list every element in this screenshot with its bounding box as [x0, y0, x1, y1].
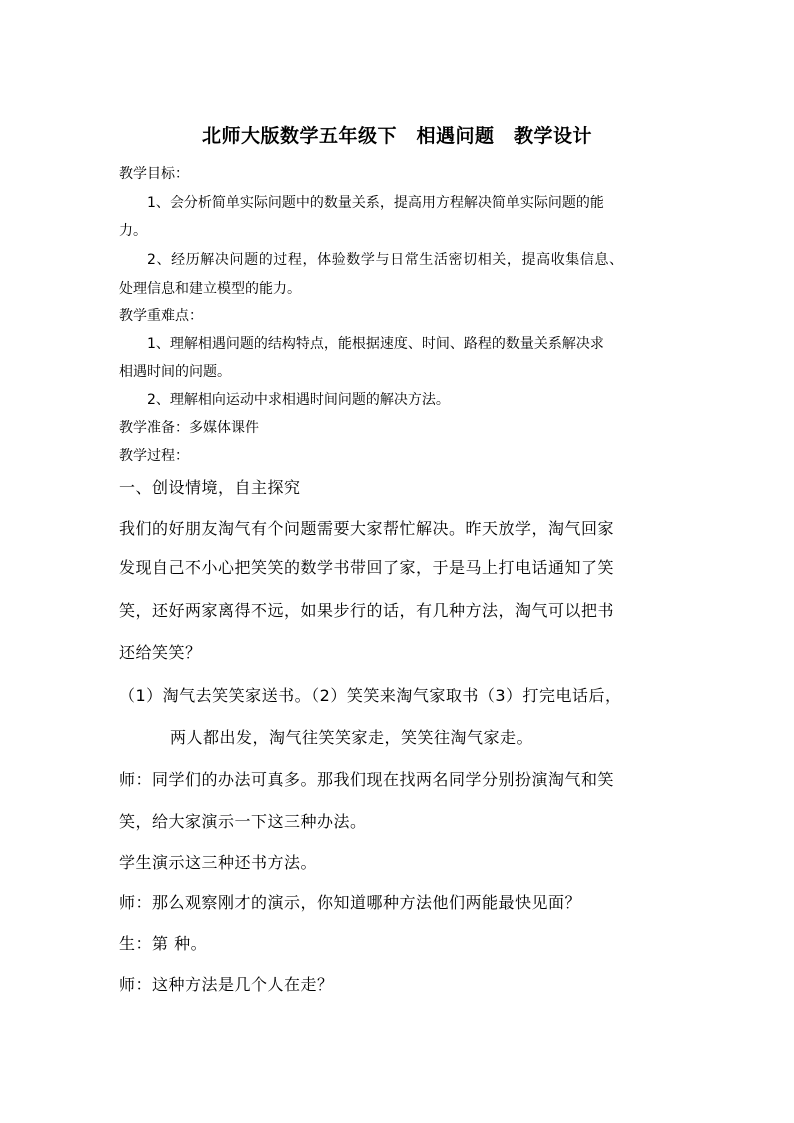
objective-2-line-1: 2、经历解决问题的过程，体验数学与日常生活密切相关，提高收集信息、	[147, 252, 624, 268]
paragraph-1-line-2: 发现自己不小心把笑笑的数学书带回了家，于是马上打电话通知了笑	[119, 558, 615, 577]
objective-2-line-2: 处理信息和建立模型的能力。	[119, 281, 301, 297]
key-points-heading: 教学重难点：	[119, 308, 203, 324]
paragraph-1-line-4: 还给笑笑？	[119, 643, 202, 662]
paragraph-1-line-3: 笑，还好两家离得不远，如果步行的话，有几种方法，淘气可以把书	[119, 601, 615, 620]
objective-1-line-2: 力。	[119, 223, 147, 239]
objectives-heading: 教学目标：	[119, 166, 189, 182]
key-point-1-line-1: 1、理解相遇问题的结构特点，能根据速度、时间、路程的数量关系解决求	[147, 336, 604, 352]
key-point-2: 2、理解相向运动中求相遇时间问题的解决方法。	[147, 392, 450, 408]
teacher-line-1a: 师：同学们的办法可真多。那我们现在找两名同学分别扮演淘气和笑	[119, 770, 615, 789]
teacher-line-2: 师：那么观察刚才的演示，你知道哪种方法他们两能最快见面？	[119, 893, 582, 912]
process-heading: 教学过程：	[119, 448, 189, 464]
options-line-2: 两人都出发，淘气往笑笑家走，笑笑往淘气家走。	[170, 728, 534, 747]
options-line-1: （1）淘气去笑笑家送书。（2）笑笑来淘气家取书（3）打完电话后，	[119, 686, 622, 705]
student-answer-line: 生：第 种。	[119, 934, 208, 953]
objective-1-line-1: 1、会分析简单实际问题中的数量关系，提高用方程解决简单实际问题的能	[147, 195, 604, 211]
paragraph-1-line-1: 我们的好朋友淘气有个问题需要大家帮忙解决。昨天放学，淘气回家	[119, 519, 615, 538]
students-demo-line: 学生演示这三种还书方法。	[119, 853, 318, 872]
teacher-line-3: 师：这种方法是几个人在走？	[119, 975, 334, 994]
key-point-1-line-2: 相遇时间的问题。	[119, 364, 231, 380]
teacher-line-1b: 笑，给大家演示一下这三种办法。	[119, 812, 367, 831]
section-1-heading: 一、创设情境，自主探究	[119, 478, 301, 497]
preparation-line: 教学准备：多媒体课件	[119, 420, 259, 436]
document-title: 北师大版数学五年级下 相遇问题 教学设计	[201, 125, 592, 147]
